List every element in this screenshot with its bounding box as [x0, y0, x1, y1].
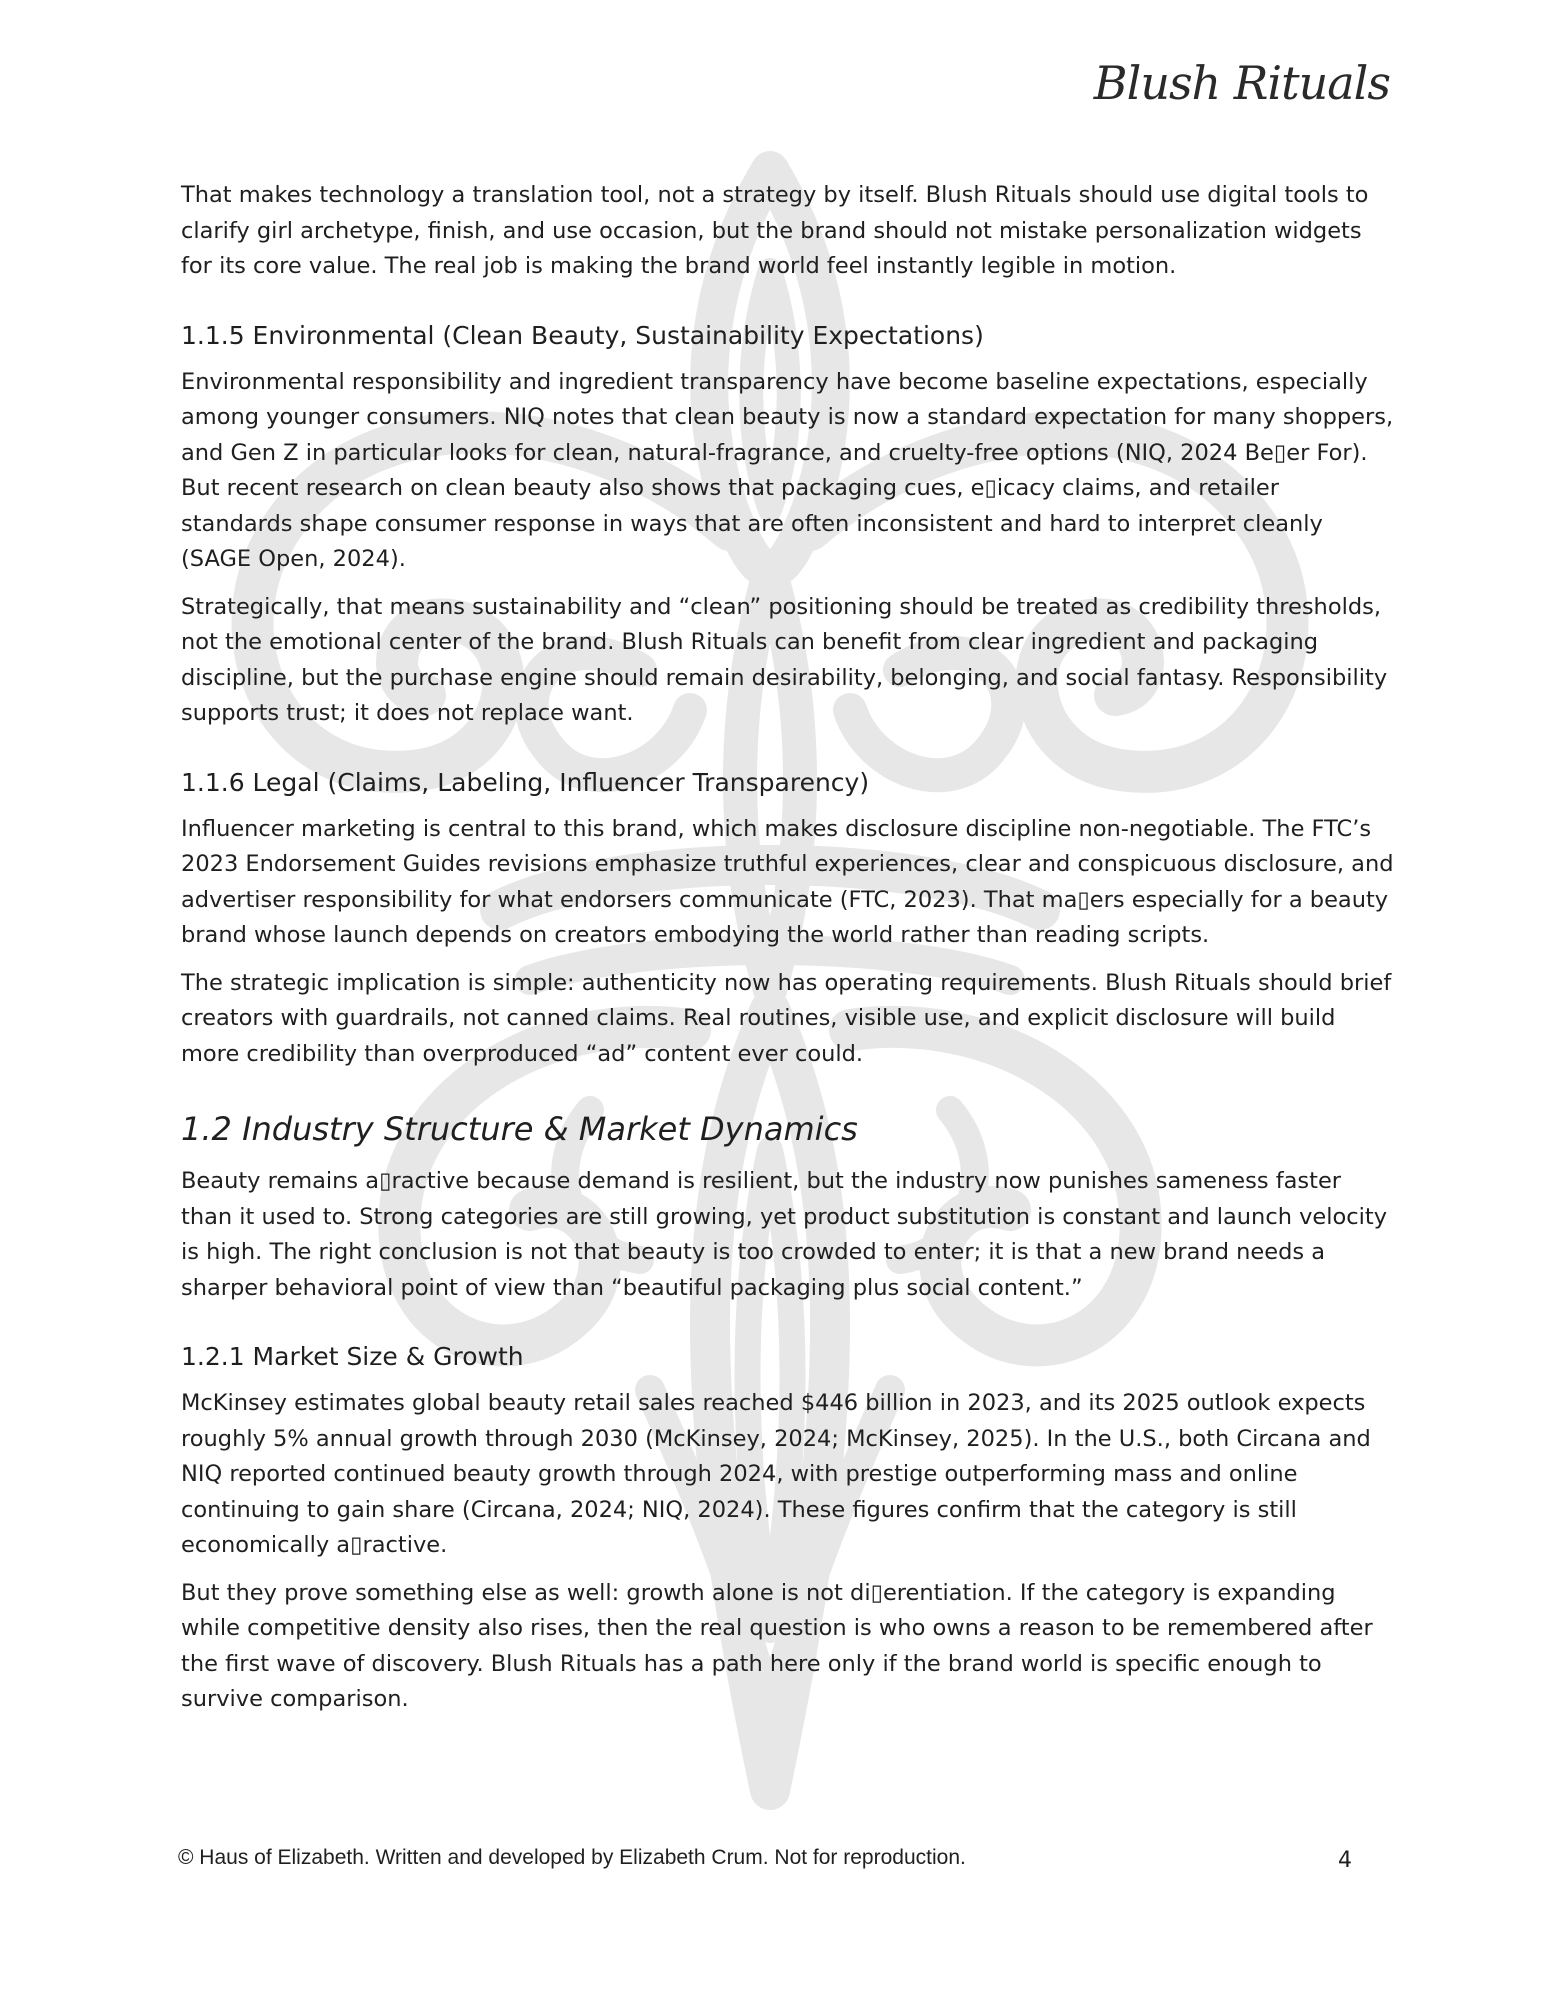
- paragraph: Beauty remains a▯ractive because demand is resilient, but the industry now punishes sameness faster than it used to. Strong categories are still growing, yet product substitution is constant and launch velocity is high. The right conclusion is not that beauty is too crowded to enter; it is that a new brand needs a sharper behavioral point of view than “beautiful packaging plus social content.”: [181, 1168, 1388, 1301]
- section-heading: 1.2.1 Market Size & Growth: [181, 1342, 524, 1371]
- page-number: 4: [1338, 1848, 1352, 1873]
- paragraph: McKinsey estimates global beauty retail sales reached $446 billion in 2023, and its 2025 outlook expects roughly 5% annual growth through 2030 (McKinsey, 2024; McKinsey, 2025). In the U.S., both Circana and NIQ reported continued beauty growth through 2024, with prestige outperforming mass and online continuing to gain share (Circana, 2024; NIQ, 2024). These figures confirm that the category is still economically a▯ractive.: [181, 1390, 1371, 1558]
- section-heading: 1.1.6 Legal (Claims, Labeling, Influencer Transparency): [181, 767, 870, 797]
- section-1-2-1: [181, 1340, 1396, 1718]
- paragraph: But they prove something else as well: growth alone is not di▯erentiation. If the category is expanding while competitive density also rises, then the real question is who owns a reason to be remembered after the first wave of discovery. Blush Rituals has a path here only if the brand world is specific enough to survive comparison.: [181, 1579, 1373, 1712]
- paragraph: Strategically, that means sustainability and “clean” positioning should be treated as credibility thresholds, not the emotional center of the brand. Blush Rituals can benefit from clear ingredient and packaging discipline, but the purchase engine should remain desirability, belonging, and social fantasy. Responsibility supports trust; it does not replace want.: [181, 593, 1388, 726]
- paragraph: Environmental responsibility and ingredient transparency have become baseline expectations, especially among younger consumers. NIQ notes that clean beauty is now a standard expectation for many shoppers, and Gen Z in particular looks for clean, natural-fragrance, and cruelty-free options (NIQ, 2024 Be▯er For). But recent research on clean beauty also shows that packaging cues, e▯icacy claims, and retailer standards shape consumer response in ways that are often inconsistent and hard to interpret cleanly (SAGE Open, 2024).: [181, 368, 1394, 572]
- paragraph: The strategic implication is simple: authenticity now has operating requirements. Blush Rituals should brief creators with guardrails, not canned claims. Real routines, visible use, and explicit disclosure will build more credibility than overproduced “ad” content ever could.: [181, 969, 1392, 1067]
- intro-section: [181, 178, 1396, 285]
- document-body: [181, 178, 1396, 1730]
- brand-logo: Blush Rituals: [1093, 56, 1390, 110]
- section-heading: 1.1.5 Environmental (Clean Beauty, Sustainability Expectations): [181, 320, 984, 350]
- section-1-1-6: [181, 766, 1396, 1073]
- footer-copyright: © Haus of Elizabeth. Written and developed by Elizabeth Crum. Not for reproduction.: [178, 1846, 966, 1869]
- section-1-2: [181, 1108, 1396, 1306]
- paragraph: Influencer marketing is central to this brand, which makes disclosure discipline non-negotiable. The FTC’s 2023 Endorsement Guides revisions emphasize truthful experiences, clear and conspicuous disclosure, and advertiser responsibility for what endorsers communicate (FTC, 2023). That ma▯ers especially for a beauty brand whose launch depends on creators embodying the world rather than reading scripts.: [181, 815, 1394, 948]
- chapter-heading: 1.2 Industry Structure & Market Dynamics: [181, 1110, 858, 1148]
- paragraph: That makes technology a translation tool, not a strategy by itself. Blush Rituals should use digital tools to clarify girl archetype, finish, and use occasion, but the brand should not mistake personalization widgets for its core value. The real job is making the brand world feel instantly legible in motion.: [181, 182, 1369, 279]
- section-1-1-5: [181, 319, 1396, 732]
